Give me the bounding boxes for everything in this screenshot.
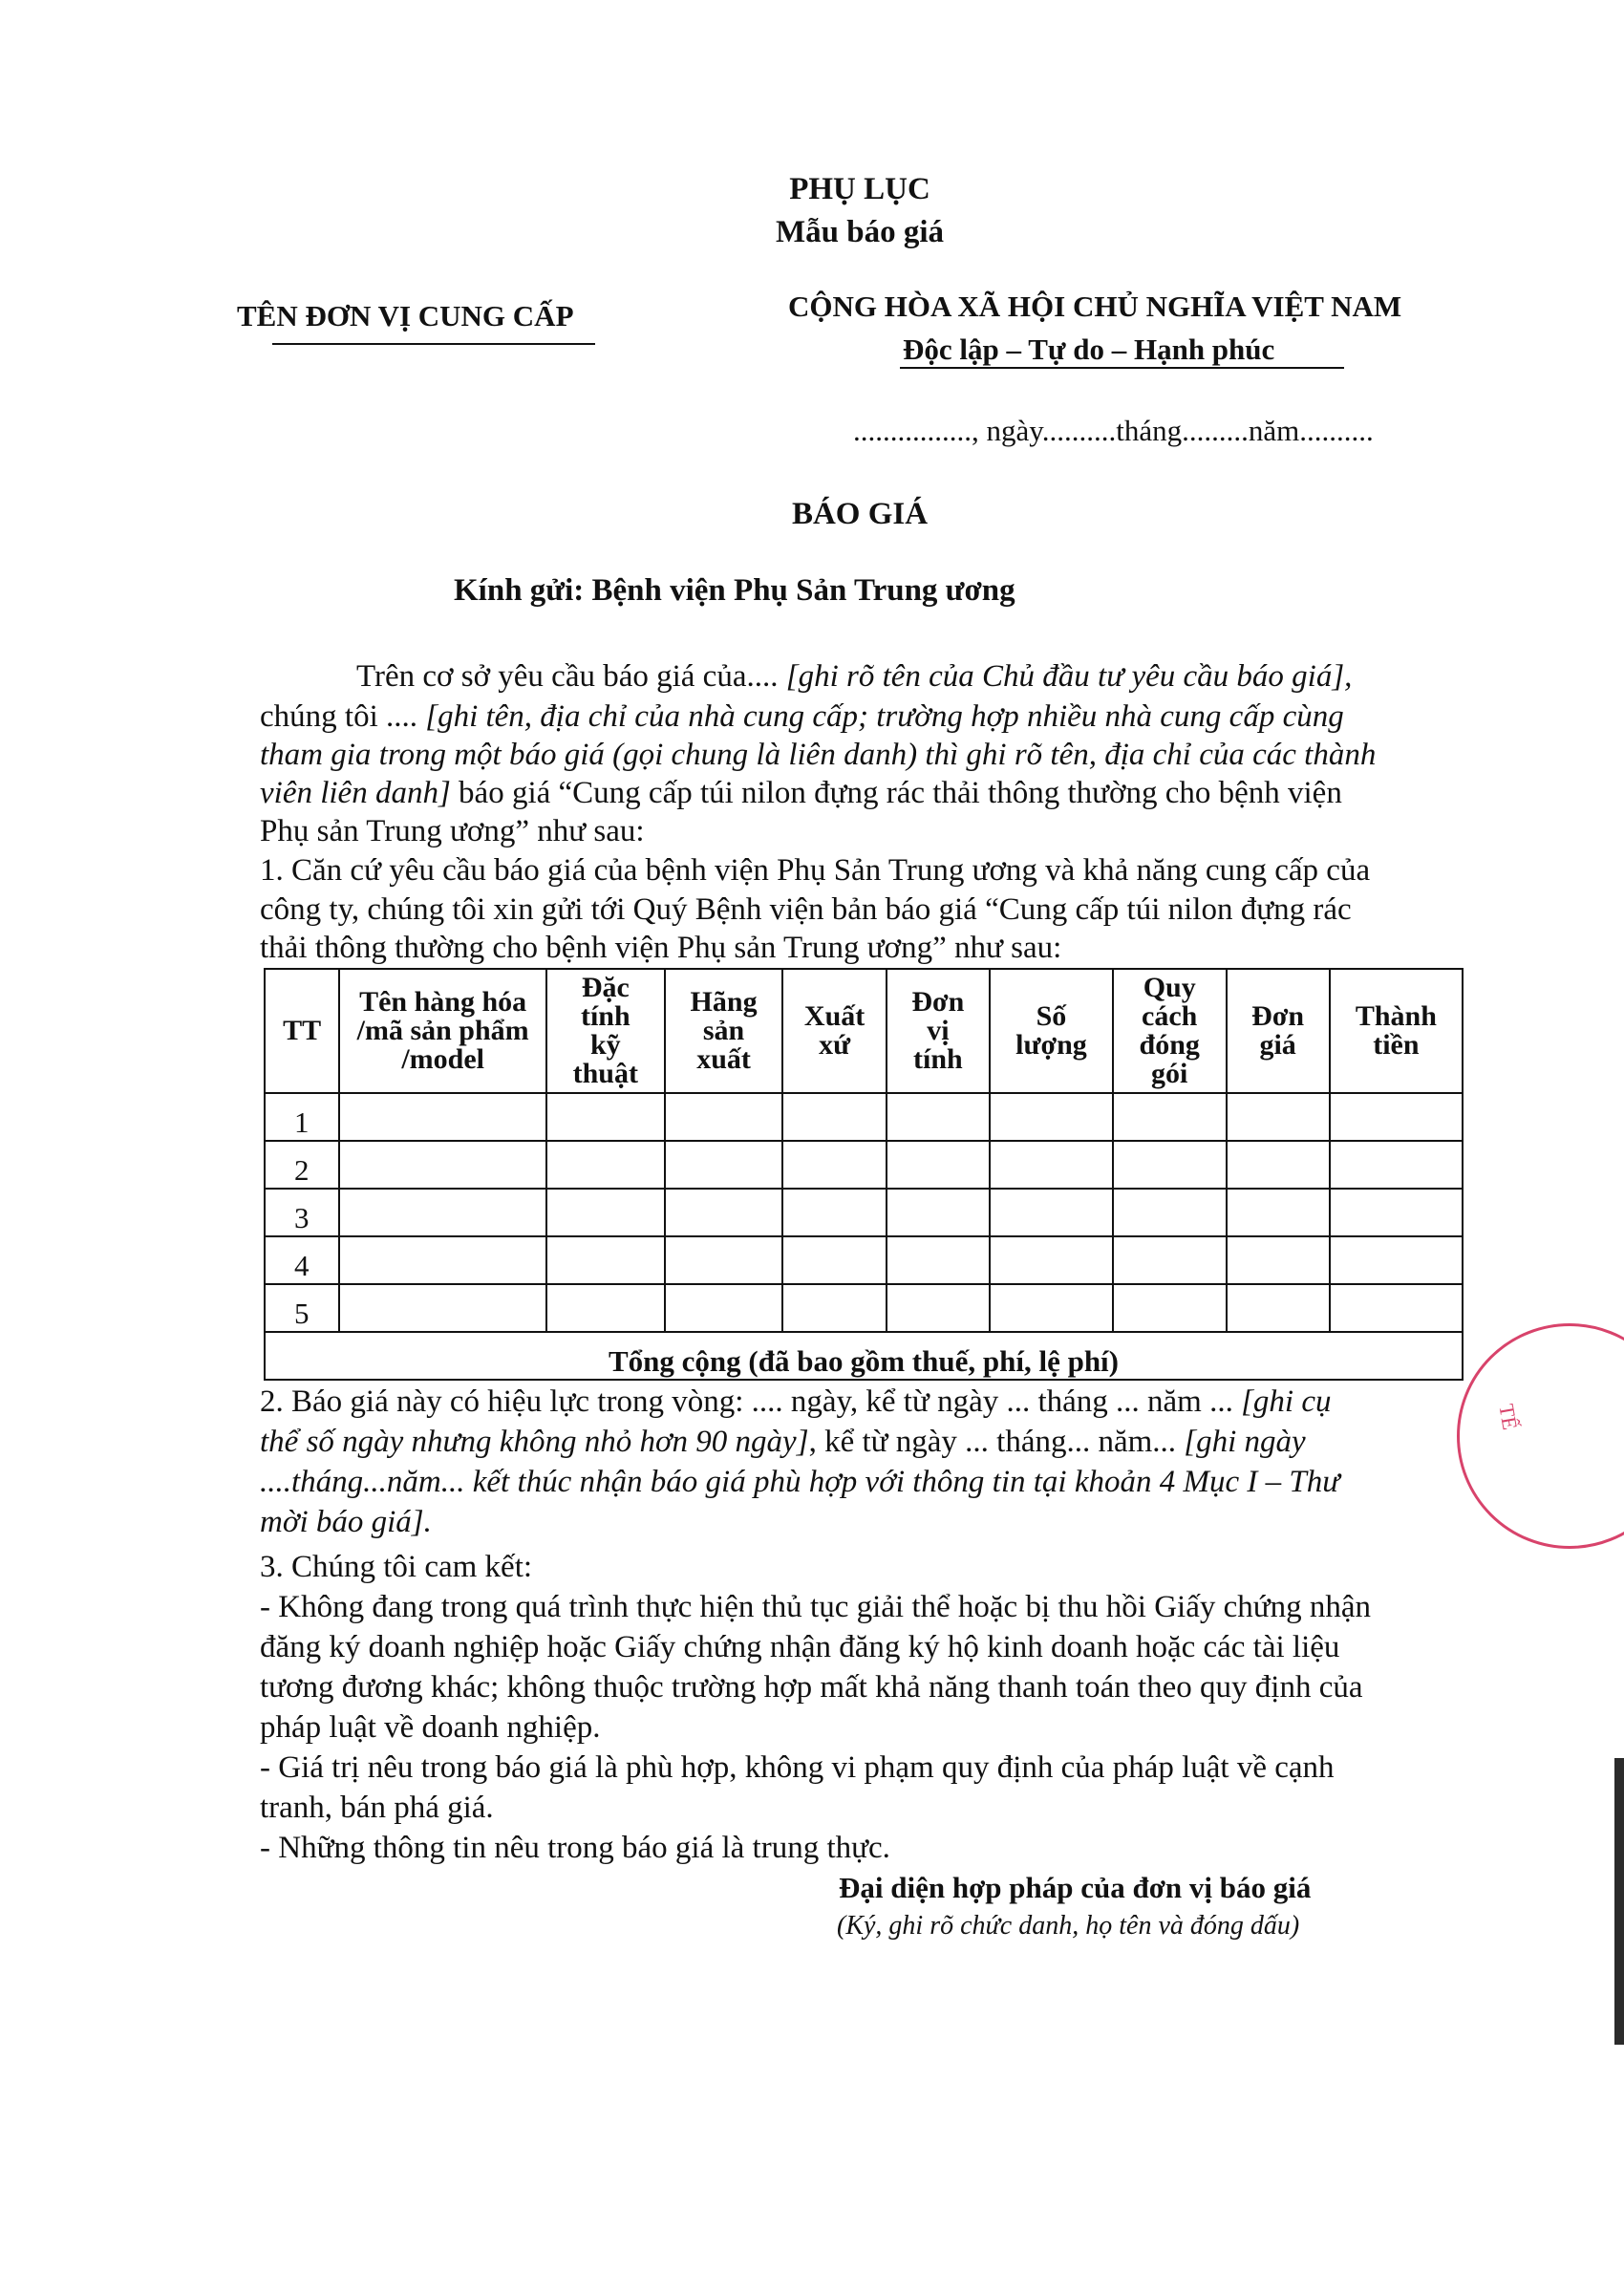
table-cell[interactable] xyxy=(1330,1189,1463,1236)
table-cell[interactable] xyxy=(1227,1284,1330,1332)
intro-italic: [ghi rõ tên của Chủ đầu tư yêu cầu báo giá], xyxy=(785,659,1353,694)
table-row xyxy=(265,1189,1463,1236)
commitment-1-line-4: pháp luật về doanh nghiệp. xyxy=(260,1710,601,1745)
commitment-1-line-3: tương đương khác; không thuộc trường hợp mất khả năng thanh toán theo quy định của xyxy=(260,1670,1363,1705)
table-row xyxy=(265,1093,1463,1141)
table-cell[interactable] xyxy=(1227,1093,1330,1141)
stamp-seal xyxy=(1457,1323,1624,1549)
date-line: ................, ngày..........tháng.........năm.......... xyxy=(853,414,1374,447)
validity-italic: thể số ngày nhưng không nhỏ hơn 90 ngày] xyxy=(260,1425,809,1459)
intro-line-5: Phụ sản Trung ương” như sau: xyxy=(260,814,645,848)
table-cell[interactable] xyxy=(1330,1093,1463,1141)
section1-line-1: 1. Căn cứ yêu cầu báo giá của bệnh viện Phụ Sản Trung ương và khả năng cung cấp của xyxy=(260,853,1371,888)
table-cell[interactable] xyxy=(782,1141,886,1189)
nation-title: CỘNG HÒA XÃ HỘI CHỦ NGHĨA VIỆT NAM xyxy=(788,290,1402,323)
table-cell[interactable] xyxy=(1227,1189,1330,1236)
validity-italic: [ghi cụ xyxy=(1241,1384,1332,1419)
table-row xyxy=(265,1141,1463,1189)
table-cell[interactable] xyxy=(990,1141,1113,1189)
row-number: 4 xyxy=(265,1236,339,1284)
table-cell[interactable] xyxy=(1113,1284,1227,1332)
table-cell[interactable] xyxy=(990,1093,1113,1141)
column-header-line: tính xyxy=(913,1043,963,1075)
quote-table xyxy=(264,968,1464,1381)
intro-line-4 xyxy=(260,774,1342,813)
table-cell[interactable] xyxy=(339,1141,546,1189)
form-name: Mẫu báo giá xyxy=(775,215,945,249)
column-header-line: TT xyxy=(283,1015,322,1046)
table-cell[interactable] xyxy=(887,1093,990,1141)
total-row xyxy=(265,1332,1463,1380)
signature-note: (Ký, ghi rõ chức danh, họ tên và đóng dấu) xyxy=(837,1911,1300,1941)
table-cell[interactable] xyxy=(1330,1236,1463,1284)
table-cell[interactable] xyxy=(990,1284,1113,1332)
table-cell[interactable] xyxy=(339,1236,546,1284)
column-header-line: xuất xyxy=(696,1043,751,1075)
validity-line-2 xyxy=(260,1423,1306,1462)
column-header-line: tính xyxy=(580,1000,630,1032)
section1-line-2: công ty, chúng tôi xin gửi tới Quý Bệnh viện bản báo giá “Cung cấp túi nilon đựng rác xyxy=(260,892,1352,927)
column-header-line: cách xyxy=(1142,1000,1198,1032)
table-cell[interactable] xyxy=(665,1141,783,1189)
table-cell[interactable] xyxy=(887,1189,990,1236)
table-cell[interactable] xyxy=(546,1093,665,1141)
column-header-line: thuật xyxy=(572,1058,638,1089)
table-cell[interactable] xyxy=(1227,1236,1330,1284)
table-cell[interactable] xyxy=(782,1189,886,1236)
table-cell[interactable] xyxy=(1113,1236,1227,1284)
column-header-line: vị xyxy=(927,1015,950,1046)
row-number: 5 xyxy=(265,1284,339,1332)
validity-line-4: mời báo giá]. xyxy=(260,1505,432,1539)
intro-line-2 xyxy=(260,697,1344,737)
intro-line-1 xyxy=(356,657,1352,697)
column-header-line: gói xyxy=(1151,1058,1188,1089)
column-header xyxy=(990,969,1113,1093)
table-cell[interactable] xyxy=(665,1189,783,1236)
table-row xyxy=(265,1236,1463,1284)
column-header xyxy=(546,969,665,1093)
commitment-2-line-2: tranh, bán phá giá. xyxy=(260,1791,494,1825)
column-header xyxy=(1330,969,1463,1093)
column-header-line: sản xyxy=(702,1015,745,1046)
table-cell[interactable] xyxy=(339,1093,546,1141)
table-body xyxy=(265,1093,1463,1380)
column-header-line: giá xyxy=(1259,1029,1296,1061)
stamp-text: TẾ xyxy=(1494,1402,1523,1432)
table-cell[interactable] xyxy=(546,1189,665,1236)
column-header-line: Tên hàng hóa xyxy=(359,986,527,1018)
column-header xyxy=(1113,969,1227,1093)
commitments-heading: 3. Chúng tôi cam kết: xyxy=(260,1550,533,1584)
supplier-underline xyxy=(272,343,595,345)
recipient-line: Kính gửi: Bệnh viện Phụ Sản Trung ương xyxy=(454,573,1015,608)
column-header xyxy=(265,969,339,1093)
commitment-1-line-1: - Không đang trong quá trình thực hiện thủ tục giải thể hoặc bị thu hồi Giấy chứng nhận xyxy=(260,1590,1372,1624)
table-cell[interactable] xyxy=(1330,1141,1463,1189)
table-cell[interactable] xyxy=(782,1284,886,1332)
column-header-line: Hãng xyxy=(690,986,758,1018)
intro-text: Trên cơ sở yêu cầu báo giá của.... xyxy=(356,659,786,694)
validity-text: , kể từ ngày ... tháng... năm... xyxy=(808,1425,1185,1459)
intro-text: chúng tôi .... xyxy=(260,699,426,734)
validity-line-3: ....tháng...năm... kết thúc nhận báo giá phù hợp với thông tin tại khoản 4 Mục I – Thư xyxy=(260,1465,1340,1499)
table-cell[interactable] xyxy=(887,1284,990,1332)
validity-line-1 xyxy=(260,1383,1332,1422)
row-number: 1 xyxy=(265,1093,339,1141)
appendix-title: PHỤ LỤC xyxy=(789,172,930,206)
scan-edge-mark xyxy=(1614,1758,1624,2045)
column-header-line: Quy xyxy=(1143,972,1196,1003)
column-header-line: /model xyxy=(401,1043,484,1075)
column-header-line: đóng xyxy=(1139,1029,1200,1061)
column-header xyxy=(1227,969,1330,1093)
table-cell[interactable] xyxy=(546,1141,665,1189)
table-cell[interactable] xyxy=(887,1236,990,1284)
motto: Độc lập – Tự do – Hạnh phúc xyxy=(903,333,1275,366)
row-number: 2 xyxy=(265,1141,339,1189)
intro-line-3: tham gia trong một báo giá (gọi chung là liên danh) thì ghi rõ tên, địa chỉ của các thành xyxy=(260,738,1377,772)
column-header-line: tiền xyxy=(1373,1029,1420,1061)
row-number: 3 xyxy=(265,1189,339,1236)
intro-italic: viên liên danh] xyxy=(260,776,451,810)
table-cell[interactable] xyxy=(887,1141,990,1189)
motto-underline xyxy=(900,367,1344,369)
column-header xyxy=(339,969,546,1093)
table-cell[interactable] xyxy=(546,1236,665,1284)
table-header-row xyxy=(265,969,1463,1093)
table-cell[interactable] xyxy=(1113,1189,1227,1236)
table-cell[interactable] xyxy=(1113,1093,1227,1141)
column-header-line: xứ xyxy=(819,1029,851,1061)
table-cell[interactable] xyxy=(665,1236,783,1284)
intro-text: báo giá “Cung cấp túi nilon đựng rác thải thông thường cho bệnh viện xyxy=(450,776,1342,810)
table-cell[interactable] xyxy=(1113,1141,1227,1189)
document-title: BÁO GIÁ xyxy=(791,497,929,531)
table-cell[interactable] xyxy=(665,1284,783,1332)
total-label: Tổng cộng (đã bao gồm thuế, phí, lệ phí) xyxy=(265,1332,1463,1380)
table-cell[interactable] xyxy=(990,1236,1113,1284)
supplier-name: TÊN ĐƠN VỊ CUNG CẤP xyxy=(237,299,574,333)
column-header xyxy=(665,969,783,1093)
table-cell[interactable] xyxy=(990,1189,1113,1236)
table-cell[interactable] xyxy=(1227,1141,1330,1189)
column-header-line: Đặc xyxy=(581,972,630,1003)
column-header-line: kỹ xyxy=(589,1029,621,1061)
column-header-line: Đơn xyxy=(911,986,965,1018)
signature-title: Đại diện hợp pháp của đơn vị báo giá xyxy=(839,1871,1312,1904)
column-header xyxy=(782,969,886,1093)
column-header-line: Thành xyxy=(1355,1000,1437,1032)
validity-italic: [ghi ngày xyxy=(1184,1425,1306,1459)
intro-italic: [ghi tên, địa chỉ của nhà cung cấp; trường hợp nhiều nhà cung cấp cùng xyxy=(425,699,1344,734)
commitment-2-line-1: - Giá trị nêu trong báo giá là phù hợp, không vi phạm quy định của pháp luật về cạnh xyxy=(260,1750,1335,1785)
table-cell[interactable] xyxy=(782,1093,886,1141)
column-header-line: lượng xyxy=(1015,1029,1087,1061)
table-cell[interactable] xyxy=(339,1284,546,1332)
validity-text: 2. Báo giá này có hiệu lực trong vòng: .... ngày, kể từ ngày ... tháng ... năm ... xyxy=(260,1384,1242,1419)
column-header-line: /mã sản phẩm xyxy=(356,1015,529,1046)
column-header-line: Xuất xyxy=(803,1000,865,1032)
table-cell[interactable] xyxy=(1330,1284,1463,1332)
table-cell[interactable] xyxy=(339,1189,546,1236)
table-cell[interactable] xyxy=(665,1093,783,1141)
table-cell[interactable] xyxy=(782,1236,886,1284)
column-header-line: Số xyxy=(1036,1000,1067,1032)
table-row xyxy=(265,1284,1463,1332)
commitment-3: - Những thông tin nêu trong báo giá là trung thực. xyxy=(260,1831,890,1865)
column-header-line: Đơn xyxy=(1251,1000,1305,1032)
commitment-1-line-2: đăng ký doanh nghiệp hoặc Giấy chứng nhận đăng ký hộ kinh doanh hoặc các tài liệu xyxy=(260,1630,1340,1664)
column-header xyxy=(887,969,990,1093)
table-cell[interactable] xyxy=(546,1284,665,1332)
section1-line-3: thải thông thường cho bệnh viện Phụ sản Trung ương” như sau: xyxy=(260,931,1062,965)
